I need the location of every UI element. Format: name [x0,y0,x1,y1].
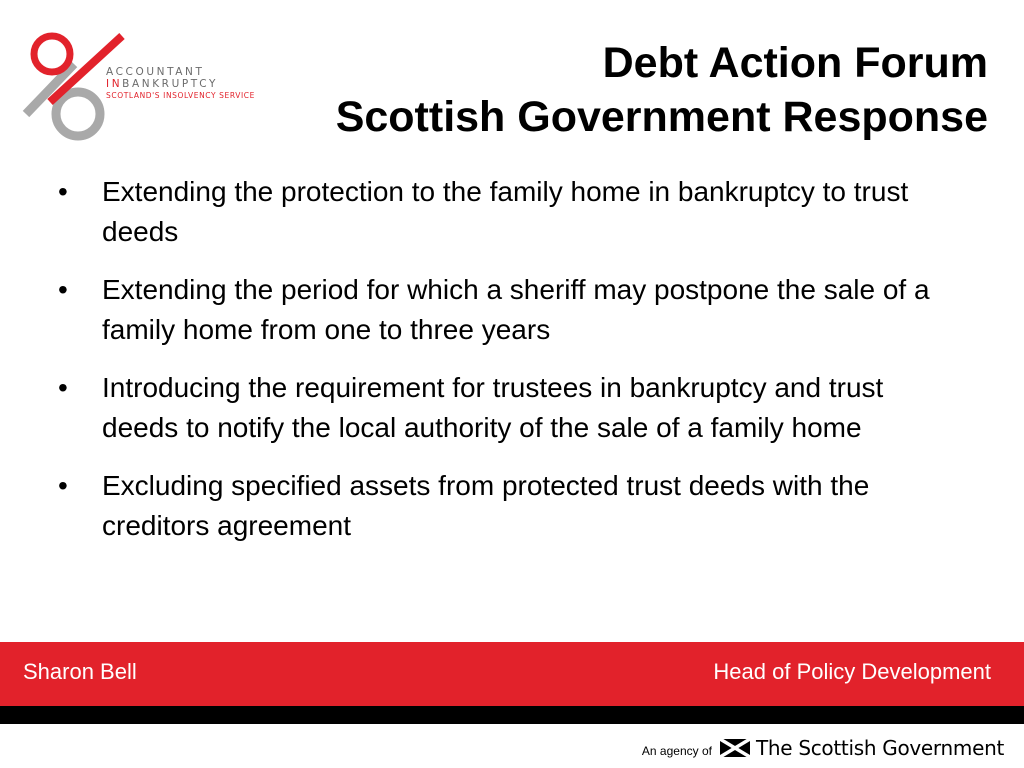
bullet-item [58,466,958,546]
bullet-marker: • [58,372,68,403]
logo-line-in-bankruptcy [106,78,255,90]
aib-logo [20,30,280,150]
bullet-marker: • [58,274,68,305]
logo-wordmark [106,66,255,102]
agency-prefix: An agency of [641,744,712,758]
logo-line-accountant: ACCOUNTANT [106,66,205,78]
bullet-text: Extending the protection to the family home in bankruptcy to trust deeds [102,176,909,247]
bullet-item [58,368,958,448]
presenter-name: Sharon Bell [23,659,137,684]
bullet-list [58,172,958,564]
agency-name: The Scottish Government [755,736,1004,760]
bullet-marker: • [58,176,68,207]
bullet-marker: • [58,470,68,501]
bullet-item [58,172,958,252]
bullet-text: Excluding specified assets from protected trust deeds with the creditors agreement [102,470,870,541]
logo-tagline: SCOTLAND'S INSOLVENCY SERVICE [106,91,255,100]
presenter-role: Head of Policy Development [713,659,991,684]
saltire-flag-icon [720,739,750,757]
bullet-text: Extending the period for which a sheriff may postpone the sale of a family home from one to three years [102,274,930,345]
footer-stripe [0,706,1024,724]
logo-in-text: IN [106,78,123,90]
agency-line [642,734,1004,762]
title-line-1: Debt Action Forum [602,39,988,87]
bullet-text: Introducing the requirement for trustees in bankruptcy and trust deeds to notify the local authority of the sale of a family home [102,372,884,443]
slide-title [336,36,988,144]
logo-bankruptcy-text: BANKRUPTCY [122,78,218,90]
bullet-item [58,270,958,350]
title-line-2: Scottish Government Response [335,93,988,141]
